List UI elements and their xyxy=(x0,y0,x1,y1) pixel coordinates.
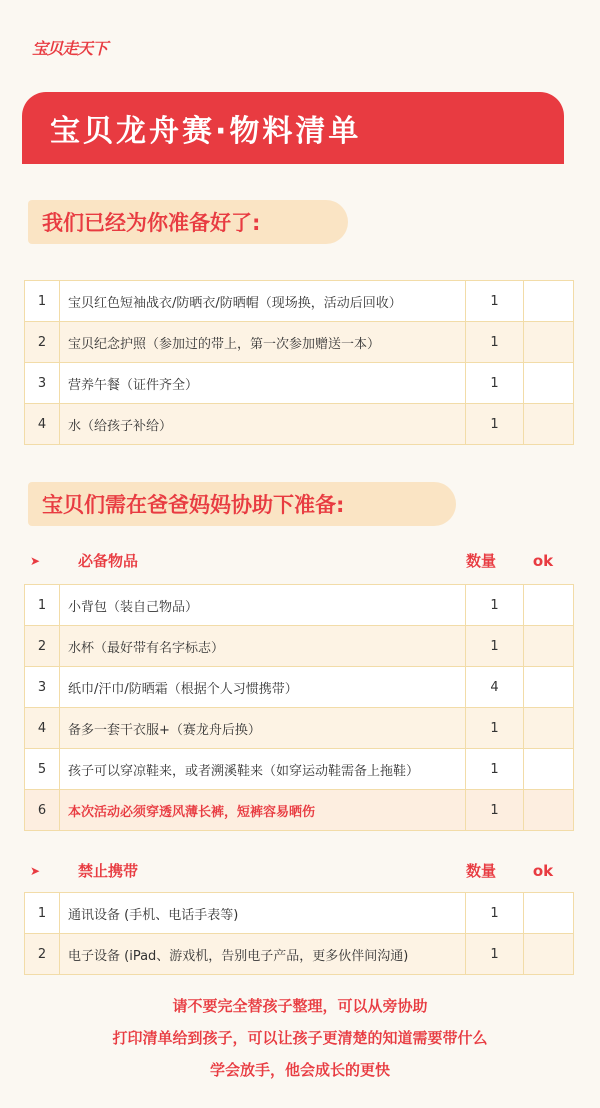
row-ok-check[interactable] xyxy=(524,585,574,626)
row-ok-check[interactable] xyxy=(524,893,574,934)
row-item: 电子设备 (iPad、游戏机，告别电子产品，更多伙伴间沟通) xyxy=(60,934,466,975)
table-row xyxy=(25,749,574,790)
page-title: 宝贝龙舟赛·物料清单 xyxy=(22,92,564,164)
row-qty: 1 xyxy=(466,790,524,831)
required-subheading xyxy=(30,550,570,571)
row-qty: 1 xyxy=(466,708,524,749)
row-qty: 4 xyxy=(466,667,524,708)
row-item: 营养午餐（证件齐全） xyxy=(60,363,466,404)
forbidden-subheading xyxy=(30,860,570,881)
row-ok-check[interactable] xyxy=(524,708,574,749)
table-row xyxy=(25,281,574,322)
row-number: 4 xyxy=(25,708,60,749)
row-qty: 1 xyxy=(466,585,524,626)
row-item: 水（给孩子补给） xyxy=(60,404,466,445)
row-qty: 1 xyxy=(466,322,524,363)
row-ok-check[interactable] xyxy=(524,404,574,445)
brand-logo: 宝贝走天下 xyxy=(32,39,108,58)
footer-line: 打印清单给到孩子，可以让孩子更清楚的知道需要带什么 xyxy=(112,1029,488,1047)
row-item: 备多一套干衣服+（赛龙舟后换） xyxy=(60,708,466,749)
footer-line: 学会放手，他会成长的更快 xyxy=(209,1061,390,1079)
row-ok-check[interactable] xyxy=(524,667,574,708)
row-number: 3 xyxy=(25,363,60,404)
row-item: 孩子可以穿凉鞋来，或者溯溪鞋来（如穿运动鞋需备上拖鞋） xyxy=(60,749,466,790)
required-items-table xyxy=(24,584,574,831)
arrow-right-icon: ➤ xyxy=(30,553,41,568)
table-row xyxy=(25,322,574,363)
table-row xyxy=(25,893,574,934)
row-qty: 1 xyxy=(466,893,524,934)
row-item: 小背包（装自己物品） xyxy=(60,585,466,626)
row-number: 2 xyxy=(25,934,60,975)
row-item: 纸巾/汗巾/防晒霜（根据个人习惯携带） xyxy=(60,667,466,708)
qty-column-header: 数量 xyxy=(465,862,496,880)
row-item: 本次活动必须穿透风薄长裤，短裤容易晒伤 xyxy=(60,790,466,831)
qty-column-header: 数量 xyxy=(465,552,496,570)
arrow-right-icon: ➤ xyxy=(30,863,41,878)
table-row xyxy=(25,404,574,445)
row-ok-check[interactable] xyxy=(524,322,574,363)
row-item: 宝贝纪念护照（参加过的带上，第一次参加赠送一本） xyxy=(60,322,466,363)
table-row xyxy=(25,585,574,626)
row-ok-check[interactable] xyxy=(524,363,574,404)
row-qty: 1 xyxy=(466,404,524,445)
prepared-items-table xyxy=(24,280,574,445)
row-qty: 1 xyxy=(466,749,524,790)
row-ok-check[interactable] xyxy=(524,934,574,975)
section2-heading: 宝贝们需在爸爸妈妈协助下准备: xyxy=(28,482,456,526)
row-qty: 1 xyxy=(466,363,524,404)
row-ok-check[interactable] xyxy=(524,749,574,790)
row-item: 通讯设备 (手机、电话手表等) xyxy=(60,893,466,934)
row-qty: 1 xyxy=(466,626,524,667)
row-number: 1 xyxy=(25,585,60,626)
row-number: 1 xyxy=(25,281,60,322)
ok-column-header: ok xyxy=(532,551,554,570)
row-number: 3 xyxy=(25,667,60,708)
row-qty: 1 xyxy=(466,934,524,975)
forbidden-items-table xyxy=(24,892,574,975)
row-number: 2 xyxy=(25,322,60,363)
table-row xyxy=(25,626,574,667)
section1-heading: 我们已经为你准备好了: xyxy=(28,200,348,244)
row-ok-check[interactable] xyxy=(524,626,574,667)
table-row xyxy=(25,790,574,831)
row-qty: 1 xyxy=(466,281,524,322)
row-number: 1 xyxy=(25,893,60,934)
table-row xyxy=(25,363,574,404)
row-item: 宝贝红色短袖战衣/防晒衣/防晒帽（现场换，活动后回收） xyxy=(60,281,466,322)
ok-column-header: ok xyxy=(532,861,554,880)
table-row xyxy=(25,708,574,749)
footer-notes xyxy=(0,990,600,1086)
row-number: 6 xyxy=(25,790,60,831)
table-row xyxy=(25,934,574,975)
row-item: 水杯（最好带有名字标志） xyxy=(60,626,466,667)
row-number: 2 xyxy=(25,626,60,667)
table-row xyxy=(25,667,574,708)
row-ok-check[interactable] xyxy=(524,281,574,322)
subheading-label: 禁止携带 xyxy=(78,862,139,880)
row-number: 4 xyxy=(25,404,60,445)
footer-line: 请不要完全替孩子整理，可以从旁协助 xyxy=(172,997,428,1015)
row-ok-check[interactable] xyxy=(524,790,574,831)
subheading-label: 必备物品 xyxy=(78,552,139,570)
row-number: 5 xyxy=(25,749,60,790)
